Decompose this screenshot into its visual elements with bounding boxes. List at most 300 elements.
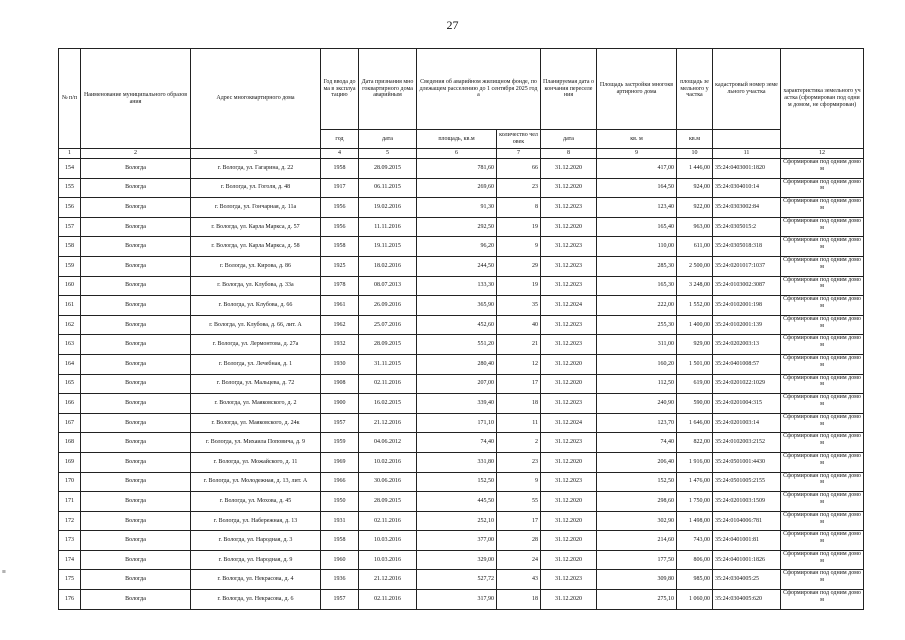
area-cell: 91,30 <box>417 198 497 218</box>
recognition-date-cell: 02.11.2016 <box>359 590 417 610</box>
land-area-cell: 3 248,00 <box>677 276 713 296</box>
table-row <box>59 590 864 610</box>
land-area-cell: 1 476,00 <box>677 472 713 492</box>
row-number-cell: 174 <box>59 550 81 570</box>
unit-year: год <box>321 130 359 149</box>
column-number: 2 <box>81 149 191 159</box>
building-area-cell: 222,00 <box>597 296 677 316</box>
plot-characteristic-cell: Сформирован под одним домом <box>781 413 864 433</box>
municipality-cell: Вологда <box>81 472 191 492</box>
table-row <box>59 315 864 335</box>
column-number: 9 <box>597 149 677 159</box>
header-recognition-date: Дата признания многоквартирного дома аварийным <box>359 49 417 130</box>
planned-date-cell: 31.12.2023 <box>541 472 597 492</box>
people-count-cell: 19 <box>497 217 541 237</box>
table-row <box>59 354 864 374</box>
address-cell: г. Вологда, ул. Кирова, д. 86 <box>191 256 321 276</box>
area-cell: 280,40 <box>417 354 497 374</box>
column-number-row <box>59 149 864 159</box>
area-cell: 339,40 <box>417 394 497 414</box>
row-number-cell: 168 <box>59 433 81 453</box>
table-row <box>59 472 864 492</box>
unit-sqm: кв. м <box>597 130 677 149</box>
row-number-cell: 159 <box>59 256 81 276</box>
land-area-cell: 929,00 <box>677 335 713 355</box>
header-plot-characteristic: характеристика земельного участка (сформирован под одним домом, не сформирован) <box>781 49 864 149</box>
building-area-cell: 214,60 <box>597 531 677 551</box>
plot-characteristic-cell: Сформирован под одним домом <box>781 296 864 316</box>
plot-characteristic-cell: Сформирован под одним домом <box>781 217 864 237</box>
table-row <box>59 433 864 453</box>
row-number-cell: 167 <box>59 413 81 433</box>
municipality-cell: Вологда <box>81 256 191 276</box>
area-cell: 781,60 <box>417 159 497 179</box>
row-number-cell: 157 <box>59 217 81 237</box>
people-count-cell: 12 <box>497 354 541 374</box>
building-area-cell: 165,40 <box>597 217 677 237</box>
column-number: 6 <box>417 149 497 159</box>
municipality-cell: Вологда <box>81 374 191 394</box>
land-area-cell: 590,00 <box>677 394 713 414</box>
municipality-cell: Вологда <box>81 198 191 218</box>
address-cell: г. Вологда, ул. Лечебная, д. 1 <box>191 354 321 374</box>
column-number: 1 <box>59 149 81 159</box>
address-cell: г. Вологда, ул. Гагарина, д. 22 <box>191 159 321 179</box>
area-cell: 207,00 <box>417 374 497 394</box>
row-number-cell: 169 <box>59 452 81 472</box>
address-cell: г. Вологда, ул. Мальцева, д. 72 <box>191 374 321 394</box>
cadastral-number-cell: 35:24:0102001:139 <box>713 315 781 335</box>
area-cell: 133,30 <box>417 276 497 296</box>
building-area-cell: 165,30 <box>597 276 677 296</box>
emergency-housing-table <box>58 48 864 610</box>
header-municipality: Наименование муниципального образования <box>81 49 191 149</box>
land-area-cell: 1 750,00 <box>677 492 713 512</box>
row-number-cell: 154 <box>59 159 81 179</box>
building-area-cell: 309,80 <box>597 570 677 590</box>
planned-date-cell: 31.12.2020 <box>541 217 597 237</box>
address-cell: г. Вологда, ул. Некрасова, д. 6 <box>191 590 321 610</box>
building-area-cell: 240,90 <box>597 394 677 414</box>
planned-date-cell: 31.12.2020 <box>541 354 597 374</box>
header-land-area <box>677 49 713 130</box>
table-row <box>59 217 864 237</box>
plot-characteristic-cell: Сформирован под одним домом <box>781 550 864 570</box>
plot-characteristic-cell: Сформирован под одним домом <box>781 256 864 276</box>
recognition-date-cell: 08.07.2013 <box>359 276 417 296</box>
land-area-cell: 1 498,00 <box>677 511 713 531</box>
land-area-cell: 2 500,00 <box>677 256 713 276</box>
row-number-cell: 155 <box>59 178 81 198</box>
land-area-cell: 822,00 <box>677 433 713 453</box>
cadastral-number-cell: 35:24:0304005:620 <box>713 590 781 610</box>
recognition-date-cell: 10.02.2016 <box>359 452 417 472</box>
area-cell: 269,60 <box>417 178 497 198</box>
building-area-cell: 255,30 <box>597 315 677 335</box>
address-cell: г. Вологда, ул. Молодежная, д. 13, лит. А <box>191 472 321 492</box>
table-row <box>59 394 864 414</box>
table-row <box>59 374 864 394</box>
header-year-built: Год ввода дома в эксплуатацию <box>321 49 359 130</box>
people-count-cell: 28 <box>497 531 541 551</box>
recognition-date-cell: 28.09.2015 <box>359 492 417 512</box>
people-count-cell: 18 <box>497 590 541 610</box>
year-built-cell: 1950 <box>321 492 359 512</box>
year-built-cell: 1936 <box>321 570 359 590</box>
municipality-cell: Вологда <box>81 570 191 590</box>
year-built-cell: 1958 <box>321 237 359 257</box>
planned-date-cell: 31.12.2023 <box>541 570 597 590</box>
area-cell: 452,60 <box>417 315 497 335</box>
planned-date-cell: 31.12.2020 <box>541 492 597 512</box>
municipality-cell: Вологда <box>81 315 191 335</box>
people-count-cell: 21 <box>497 335 541 355</box>
year-built-cell: 1962 <box>321 315 359 335</box>
municipality-cell: Вологда <box>81 237 191 257</box>
plot-characteristic-cell: Сформирован под одним домом <box>781 433 864 453</box>
land-area-cell: 1 446,00 <box>677 159 713 179</box>
planned-date-cell: 31.12.2023 <box>541 237 597 257</box>
planned-date-cell: 31.12.2023 <box>541 394 597 414</box>
area-cell: 377,00 <box>417 531 497 551</box>
address-cell: г. Вологда, ул. Клубова, д. 33а <box>191 276 321 296</box>
land-area-cell: 619,00 <box>677 374 713 394</box>
recognition-date-cell: 02.11.2016 <box>359 511 417 531</box>
cadastral-number-cell: 35:24:0304005:25 <box>713 570 781 590</box>
people-count-cell: 24 <box>497 550 541 570</box>
table-row <box>59 276 864 296</box>
address-cell: г. Вологда, ул. Карла Маркса, д. 57 <box>191 217 321 237</box>
address-cell: г. Вологда, ул. Гоголя, д. 48 <box>191 178 321 198</box>
land-area-cell: 806,00 <box>677 550 713 570</box>
recognition-date-cell: 26.09.2016 <box>359 296 417 316</box>
address-cell: г. Вологда, ул. Лермонтова, д. 27а <box>191 335 321 355</box>
cadastral-number-cell: 35:24:0304010:14 <box>713 178 781 198</box>
building-area-cell: 152,50 <box>597 472 677 492</box>
column-number: 11 <box>713 149 781 159</box>
people-count-cell: 18 <box>497 394 541 414</box>
year-built-cell: 1966 <box>321 472 359 492</box>
cadastral-number-cell: 35:24:0401001:1826 <box>713 550 781 570</box>
land-area-cell: 743,00 <box>677 531 713 551</box>
address-cell: г. Вологда, ул. Клубова, д. 66 <box>191 296 321 316</box>
building-area-cell: 285,30 <box>597 256 677 276</box>
land-area-cell: 985,00 <box>677 570 713 590</box>
plot-characteristic-cell: Сформирован под одним домом <box>781 472 864 492</box>
planned-date-cell: 31.12.2023 <box>541 256 597 276</box>
plot-characteristic-cell: Сформирован под одним домом <box>781 374 864 394</box>
cadastral-number-cell: 35:24:0401008:57 <box>713 354 781 374</box>
plot-characteristic-cell: Сформирован под одним домом <box>781 531 864 551</box>
planned-date-cell: 31.12.2023 <box>541 276 597 296</box>
cadastral-number-cell: 35:24:0501001:4430 <box>713 452 781 472</box>
land-area-cell: 1 646,00 <box>677 413 713 433</box>
row-number-cell: 173 <box>59 531 81 551</box>
municipality-cell: Вологда <box>81 354 191 374</box>
year-built-cell: 1960 <box>321 550 359 570</box>
year-built-cell: 1956 <box>321 198 359 218</box>
municipality-cell: Вологда <box>81 492 191 512</box>
recognition-date-cell: 21.12.2016 <box>359 413 417 433</box>
area-cell: 445,50 <box>417 492 497 512</box>
cadastral-number-cell: 35:24:0102001:198 <box>713 296 781 316</box>
table-row <box>59 198 864 218</box>
recognition-date-cell: 25.07.2016 <box>359 315 417 335</box>
people-count-cell: 55 <box>497 492 541 512</box>
people-count-cell: 2 <box>497 433 541 453</box>
address-cell: г. Вологда, ул. Набережная, д. 13 <box>191 511 321 531</box>
row-number-cell: 161 <box>59 296 81 316</box>
header-row <box>59 49 864 130</box>
plot-characteristic-cell: Сформирован под одним домом <box>781 511 864 531</box>
building-area-cell: 177,50 <box>597 550 677 570</box>
recognition-date-cell: 11.11.2016 <box>359 217 417 237</box>
people-count-cell: 9 <box>497 472 541 492</box>
cadastral-number-cell: 35:24:0401001:81 <box>713 531 781 551</box>
cadastral-number-cell: 35:24:0303002:84 <box>713 198 781 218</box>
table-row <box>59 531 864 551</box>
people-count-cell: 29 <box>497 256 541 276</box>
people-count-cell: 17 <box>497 374 541 394</box>
people-count-cell: 23 <box>497 452 541 472</box>
planned-date-cell: 31.12.2020 <box>541 178 597 198</box>
row-number-cell: 175 <box>59 570 81 590</box>
people-count-cell: 9 <box>497 237 541 257</box>
plot-characteristic-cell: Сформирован под одним домом <box>781 315 864 335</box>
table-body <box>59 159 864 610</box>
column-number: 7 <box>497 149 541 159</box>
header-address: Адрес многоквартирного дома <box>191 49 321 149</box>
building-area-cell: 74,40 <box>597 433 677 453</box>
cadastral-number-cell: 35:24:0501005:2155 <box>713 472 781 492</box>
year-built-cell: 1925 <box>321 256 359 276</box>
year-built-cell: 1961 <box>321 296 359 316</box>
area-cell: 551,20 <box>417 335 497 355</box>
column-number: 3 <box>191 149 321 159</box>
land-area-cell: 1 552,00 <box>677 296 713 316</box>
people-count-cell: 8 <box>497 198 541 218</box>
people-count-cell: 43 <box>497 570 541 590</box>
planned-date-cell: 31.12.2023 <box>541 335 597 355</box>
people-count-cell: 66 <box>497 159 541 179</box>
building-area-cell: 164,50 <box>597 178 677 198</box>
table-row <box>59 452 864 472</box>
plot-characteristic-cell: Сформирован под одним домом <box>781 335 864 355</box>
header-resettlement-info: Сведения об аварийном жилищном фонде, подлежащем расселению до 1 сентября 2025 года <box>417 49 541 130</box>
building-area-cell: 275,10 <box>597 590 677 610</box>
year-built-cell: 1931 <box>321 511 359 531</box>
land-area-cell: 1 916,00 <box>677 452 713 472</box>
table-row <box>59 413 864 433</box>
municipality-cell: Вологда <box>81 433 191 453</box>
table-row <box>59 256 864 276</box>
recognition-date-cell: 16.02.2015 <box>359 394 417 414</box>
plot-characteristic-cell: Сформирован под одним домом <box>781 198 864 218</box>
cadastral-number-cell: 35:24:0403001:1820 <box>713 159 781 179</box>
cadastral-number-cell: 35:24:0305018:318 <box>713 237 781 257</box>
land-area-cell: 1 400,00 <box>677 315 713 335</box>
year-built-cell: 1957 <box>321 590 359 610</box>
municipality-cell: Вологда <box>81 413 191 433</box>
year-built-cell: 1908 <box>321 374 359 394</box>
recognition-date-cell: 31.11.2015 <box>359 354 417 374</box>
land-area-cell: 922,00 <box>677 198 713 218</box>
area-cell: 292,50 <box>417 217 497 237</box>
recognition-date-cell: 19.11.2015 <box>359 237 417 257</box>
table-row <box>59 570 864 590</box>
area-cell: 527,72 <box>417 570 497 590</box>
planned-date-cell: 31.12.2020 <box>541 511 597 531</box>
plot-characteristic-cell: Сформирован под одним домом <box>781 590 864 610</box>
table-row <box>59 511 864 531</box>
municipality-cell: Вологда <box>81 178 191 198</box>
recognition-date-cell: 18.02.2016 <box>359 256 417 276</box>
header-planned-date: Планируемая дата окончания переселения <box>541 49 597 130</box>
plot-characteristic-cell: Сформирован под одним домом <box>781 452 864 472</box>
planned-date-cell: 31.12.2020 <box>541 590 597 610</box>
address-cell: г. Вологда, ул. Карла Маркса, д. 58 <box>191 237 321 257</box>
unit-people: количество человек <box>497 130 541 149</box>
table-row <box>59 296 864 316</box>
area-cell: 365,90 <box>417 296 497 316</box>
people-count-cell: 11 <box>497 413 541 433</box>
municipality-cell: Вологда <box>81 296 191 316</box>
year-built-cell: 1930 <box>321 354 359 374</box>
planned-date-cell: 31.12.2024 <box>541 296 597 316</box>
planned-date-cell: 31.12.2020 <box>541 550 597 570</box>
municipality-cell: Вологда <box>81 452 191 472</box>
area-cell: 331,80 <box>417 452 497 472</box>
unit-empty <box>713 130 781 149</box>
building-area-cell: 110,00 <box>597 237 677 257</box>
row-number-cell: 171 <box>59 492 81 512</box>
table-row <box>59 237 864 257</box>
address-cell: г. Вологда, ул. Гончарная, д. 11а <box>191 198 321 218</box>
header-num: № п/п <box>59 49 81 149</box>
row-number-cell: 164 <box>59 354 81 374</box>
land-area-cell: 611,00 <box>677 237 713 257</box>
table-row <box>59 492 864 512</box>
column-number: 5 <box>359 149 417 159</box>
unit-date2: дата <box>541 130 597 149</box>
column-number: 4 <box>321 149 359 159</box>
row-number-cell: 166 <box>59 394 81 414</box>
address-cell: г. Вологда, ул. Михаила Поповича, д. 9 <box>191 433 321 453</box>
year-built-cell: 1959 <box>321 433 359 453</box>
municipality-cell: Вологда <box>81 550 191 570</box>
municipality-cell: Вологда <box>81 217 191 237</box>
recognition-date-cell: 28.09.2015 <box>359 159 417 179</box>
column-number: 10 <box>677 149 713 159</box>
address-cell: г. Вологда, ул. Народная, д. 3 <box>191 531 321 551</box>
recognition-date-cell: 21.12.2016 <box>359 570 417 590</box>
recognition-date-cell: 04.06.2012 <box>359 433 417 453</box>
recognition-date-cell: 06.11.2015 <box>359 178 417 198</box>
row-number-cell: 165 <box>59 374 81 394</box>
municipality-cell: Вологда <box>81 335 191 355</box>
land-area-cell: 924,00 <box>677 178 713 198</box>
year-built-cell: 1969 <box>321 452 359 472</box>
land-area-cell: 1 060,00 <box>677 590 713 610</box>
cadastral-number-cell: 35:24:0104006:781 <box>713 511 781 531</box>
area-cell: 171,10 <box>417 413 497 433</box>
unit-sqm2: кв.м <box>677 130 713 149</box>
header-land-area-label: площадь земельного участка <box>680 78 709 99</box>
building-area-cell: 123,40 <box>597 198 677 218</box>
building-area-cell: 311,00 <box>597 335 677 355</box>
table-row <box>59 550 864 570</box>
area-cell: 244,50 <box>417 256 497 276</box>
year-built-cell: 1978 <box>321 276 359 296</box>
address-cell: г. Вологда, ул. Мохова, д. 45 <box>191 492 321 512</box>
area-cell: 96,20 <box>417 237 497 257</box>
building-area-cell: 302,90 <box>597 511 677 531</box>
row-number-cell: 160 <box>59 276 81 296</box>
area-cell: 317,90 <box>417 590 497 610</box>
cadastral-number-cell: 35:24:0102003:2152 <box>713 433 781 453</box>
cadastral-number-cell: 35:24:0305015:2 <box>713 217 781 237</box>
area-cell: 329,00 <box>417 550 497 570</box>
plot-characteristic-cell: Сформирован под одним домом <box>781 354 864 374</box>
cadastral-number-cell: 35:24:0103002:3087 <box>713 276 781 296</box>
municipality-cell: Вологда <box>81 511 191 531</box>
people-count-cell: 19 <box>497 276 541 296</box>
address-cell: г. Вологда, ул. Маяковского, д. 24к <box>191 413 321 433</box>
area-cell: 152,50 <box>417 472 497 492</box>
planned-date-cell: 31.12.2024 <box>541 413 597 433</box>
table-row <box>59 159 864 179</box>
address-cell: г. Вологда, ул. Маяковского, д. 2 <box>191 394 321 414</box>
plot-characteristic-cell: Сформирован под одним домом <box>781 394 864 414</box>
planned-date-cell: 31.12.2020 <box>541 531 597 551</box>
planned-date-cell: 31.12.2023 <box>541 315 597 335</box>
plot-characteristic-cell: Сформирован под одним домом <box>781 159 864 179</box>
people-count-cell: 23 <box>497 178 541 198</box>
municipality-cell: Вологда <box>81 159 191 179</box>
building-area-cell: 160,20 <box>597 354 677 374</box>
address-cell: г. Вологда, ул. Народная, д. 9 <box>191 550 321 570</box>
row-number-cell: 158 <box>59 237 81 257</box>
municipality-cell: Вологда <box>81 394 191 414</box>
margin-mark: ≡ <box>2 568 7 576</box>
area-cell: 74,40 <box>417 433 497 453</box>
plot-characteristic-cell: Сформирован под одним домом <box>781 276 864 296</box>
municipality-cell: Вологда <box>81 531 191 551</box>
building-area-cell: 298,60 <box>597 492 677 512</box>
year-built-cell: 1957 <box>321 413 359 433</box>
building-area-cell: 123,70 <box>597 413 677 433</box>
building-area-cell: 206,40 <box>597 452 677 472</box>
municipality-cell: Вологда <box>81 276 191 296</box>
recognition-date-cell: 02.11.2016 <box>359 374 417 394</box>
address-cell: г. Вологда, ул. Можайского, д. 11 <box>191 452 321 472</box>
column-number: 8 <box>541 149 597 159</box>
area-cell: 252,10 <box>417 511 497 531</box>
year-built-cell: 1956 <box>321 217 359 237</box>
page-number: 27 <box>446 18 459 32</box>
people-count-cell: 17 <box>497 511 541 531</box>
planned-date-cell: 31.12.2020 <box>541 159 597 179</box>
year-built-cell: 1900 <box>321 394 359 414</box>
land-area-cell: 1 501,00 <box>677 354 713 374</box>
recognition-date-cell: 10.03.2016 <box>359 531 417 551</box>
cadastral-number-cell: 35:24:0201017:1037 <box>713 256 781 276</box>
row-number-cell: 172 <box>59 511 81 531</box>
header-building-area: Площадь застройки многоквартирного дома <box>597 49 677 130</box>
cadastral-number-cell: 35:24:0202003:13 <box>713 335 781 355</box>
plot-characteristic-cell: Сформирован под одним домом <box>781 178 864 198</box>
header-cadastral: кадастровый номер земельного участка <box>713 49 781 130</box>
